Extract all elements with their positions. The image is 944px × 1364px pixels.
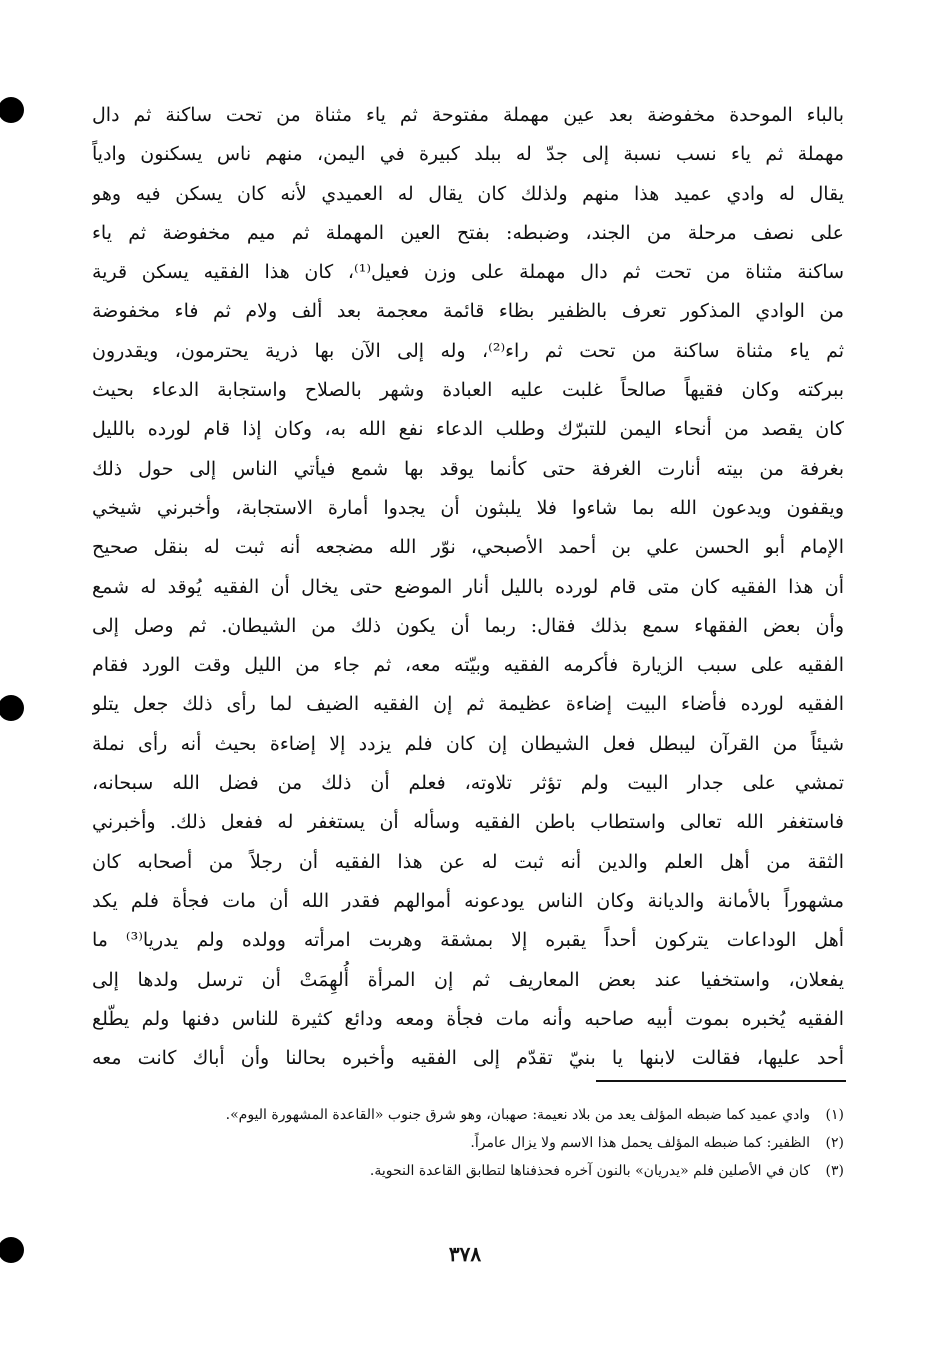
text-line: الفقيه يُخبره بموت أبيه صاحبه وأنه مات فجأة ومعه ودائع كثيرة للناس دفنها ولم يطّلع <box>92 1007 844 1030</box>
page-number: ٣٧٨ <box>448 1242 482 1266</box>
text-line: الفقيه لورده فأضاء البيت إضاءة عظيمة ثم إن الفقيه الضيف لما رأى ذلك جعل يتلو <box>92 693 844 716</box>
footnote-number: (١) <box>825 1107 844 1123</box>
text-line: بغرفة من بيته أنارت الغرفة حتى كأنما يوقد بها شمع فيأتي الناس إلى حول ذلك <box>92 457 844 480</box>
text-line: أهل الوداعات يتركون أحداً يقبره إلا بمشقة وهربت امرأته وولده ولم يدريا⁽³⁾ ما <box>92 929 844 952</box>
footnote-separator <box>596 1080 846 1082</box>
footnote-number: (٢) <box>825 1135 844 1151</box>
footnote-text: كان في الأصلين فلم «يدريان» بالنون آخره فحذفناها لتطابق القاعدة النحوية. <box>369 1163 810 1179</box>
text-line: تمشي على جدار البيت ولم تؤثر تلاوته، فعلم أن ذلك من فضل الله سبحانه، <box>92 772 844 795</box>
footnote-number: (٣) <box>825 1163 844 1179</box>
text-line: شيئاً من القرآن ليبطل فعل الشيطان إن كان فلم يزدد إلا إضاءة بحيث أنه رأى نملة <box>92 732 844 755</box>
text-line: يقال له وادي عميد هذا منهم ولذلك كان يقال له العميدي لأنه كان يسكن فيه وهو <box>92 182 844 205</box>
text-line: يفعلان، واستخفيا عند بعض المعاريف ثم إن المرأة أُلهِمَتْ أن ترسل ولدها إلى <box>92 968 844 991</box>
text-line: أن هذا الفقيه كان متى قام لورده بالليل أنار الموضع حتى يخال أن الفقيه يُوقد له شمع <box>92 575 844 598</box>
main-text-body <box>92 96 844 1078</box>
footnote-text: الظفير: كما ضبطه المؤلف يحمل هذا الاسم ولا يزال عامراً. <box>470 1135 810 1151</box>
text-line: ساكنة مثناة من تحت ثم دال مهملة على وزن فعيل⁽¹⁾، كان هذا الفقيه يسكن قرية <box>92 261 844 284</box>
text-line: ببركته وكان فقيهاً صالحاً غلبت عليه العبادة وشهر بالصلاح واستجابة الدعاء بحيث <box>92 379 844 402</box>
binder-hole-bottom <box>0 1237 24 1263</box>
text-line: بالباء الموحدة مخفوضة بعد عين مهملة مفتوحة ثم ياء مثناة من تحت ساكنة ثم دال <box>92 104 844 126</box>
text-line: مشهوراً بالأمانة والديانة وكان الناس يودعونه أموالهم فقدر الله أن مات فجأة فلم يكد <box>92 889 844 912</box>
text-line: الإمام أبو الحسن علي بن أحمد الأصبحي، نوّر الله مضجعه أنه ثبت له بنقل صحيح <box>92 536 844 559</box>
text-line: على نصف مرحلة من الجند، وضبطه: بفتح العين المهملة ثم ميم مخفوضة ثم ياء <box>92 221 844 244</box>
text-line: من الوادي المذكور تعرف بالظفير بظاء قائمة معجمة بعد ألف ولام ثم فاء مخفوضة <box>92 300 844 323</box>
text-line: أحد عليها، فقالت لابنها يا بنيّ تقدّم إلى الفقيه وأخبره بحالنا وأن أباك كانت معه <box>92 1047 844 1070</box>
text-line: مهملة ثم ياء نسب نسبة إلى جدّ له ببلد كبيرة في اليمن، منهم ناس يسكنون وادياً <box>92 143 844 166</box>
binder-hole-middle <box>0 695 24 721</box>
binder-hole-top <box>0 97 24 123</box>
text-line: وأن بعض الفقهاء سمع بذلك فقال: ربما أن يكون ذلك من الشيطان. ثم وصل إلى <box>92 614 844 637</box>
footnote-3 <box>92 1159 844 1183</box>
text-line: الثقة من أهل العلم والدين أنه ثبت له عن هذا الفقيه أن رجلاً من أصحابه كان <box>92 850 844 873</box>
text-line: ثم ياء مثناة ساكنة من تحت ثم راء⁽²⁾، وله إلى الآن بها ذرية يحترمون، ويقدرون <box>92 339 844 362</box>
footnote-1 <box>92 1103 844 1127</box>
text-line: فاستغفر الله تعالى واستطاب باطن الفقيه وسأله أن يستغفر له ففعل ذلك. وأخبرني <box>92 811 844 834</box>
footnote-text: وادي عميد كما ضبطه المؤلف يعد من بلاد نعيمة: صهبان، وهو شرق جنوب «القاعدة المشهورة اليوم». <box>225 1107 810 1123</box>
text-line: الفقيه على سبب الزيارة فأكرمه الفقيه وبيّته معه، ثم جاء من الليل وقت الورد فقام <box>92 654 844 677</box>
footnotes <box>92 1103 844 1183</box>
footnote-2 <box>92 1131 844 1155</box>
text-line: ويقفون ويدعون الله بما شاءوا فلا يلبثون أن يجدوا أمارة الاستجابة، وأخبرني شيخي <box>92 496 844 519</box>
text-line: كان يقصد من أنحاء اليمن للتبرّك وطلب الدعاء نفع الله به، وكان إذا قام لورده بالليل <box>92 418 844 441</box>
